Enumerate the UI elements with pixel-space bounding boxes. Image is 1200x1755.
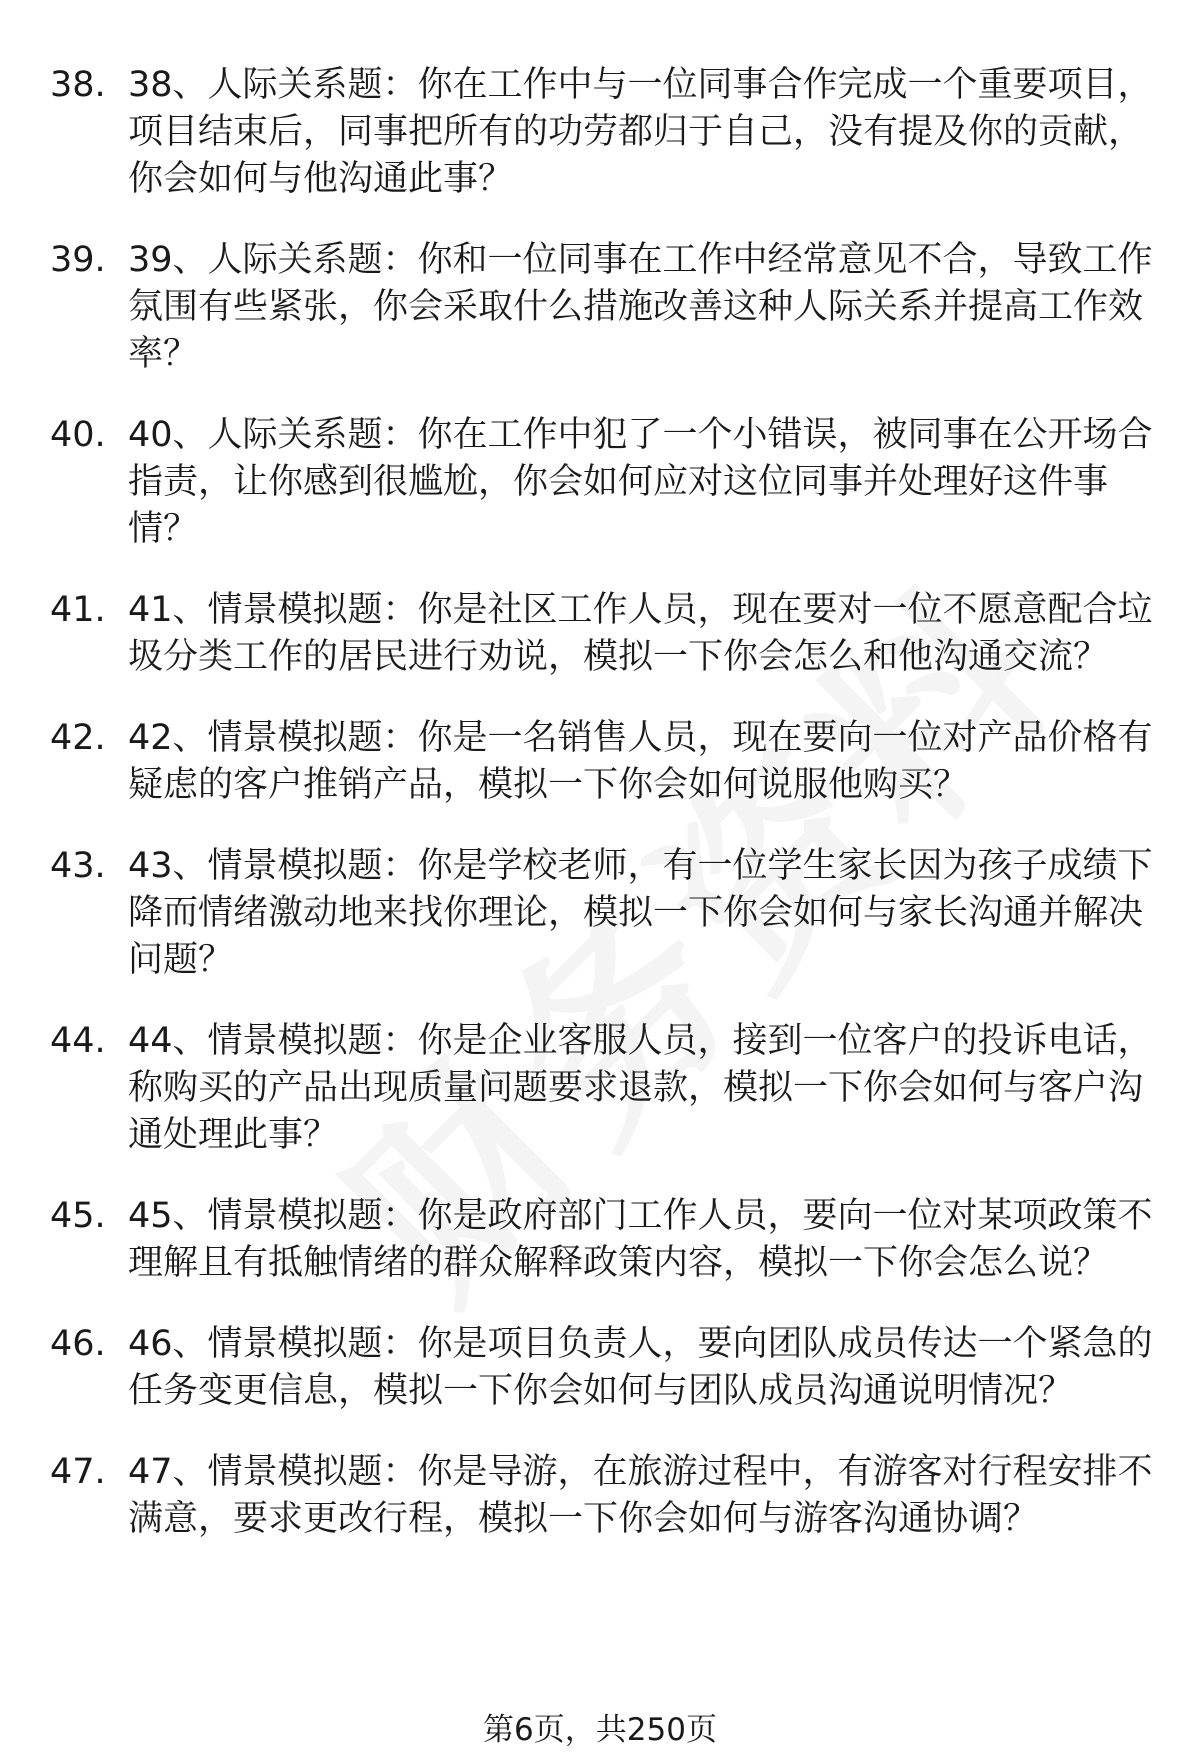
question-number: 38. <box>50 65 106 105</box>
question-number: 44. <box>50 1021 106 1061</box>
question-text: 42、情景模拟题：你是一名销售人员，现在要向一位对产品价格有疑虑的客户推销产品，模拟一下你会如何说服他购买？ <box>128 718 1153 805</box>
question-item <box>0 715 1200 809</box>
page-number-label: 第6页，共250页 <box>483 1712 717 1748</box>
question-item <box>0 62 1200 203</box>
question-number: 45. <box>50 1196 106 1236</box>
page-footer <box>0 1710 1200 1750</box>
question-text: 47、情景模拟题：你是导游，在旅游过程中，有游客对行程安排不满意，要求更改行程，模拟一下你会如何与游客沟通协调？ <box>128 1452 1153 1539</box>
question-text: 39、人际关系题：你和一位同事在工作中经常意见不合，导致工作氛围有些紧张，你会采取什么措施改善这种人际关系并提高工作效率？ <box>128 240 1153 374</box>
question-item <box>0 1018 1200 1159</box>
question-text: 45、情景模拟题：你是政府部门工作人员，要向一位对某项政策不理解且有抵触情绪的群众解释政策内容，模拟一下你会怎么说？ <box>128 1196 1153 1283</box>
question-text: 38、人际关系题：你在工作中与一位同事合作完成一个重要项目，项目结束后，同事把所有的功劳都归于自己，没有提及你的贡献，你会如何与他沟通此事？ <box>128 65 1153 199</box>
question-item <box>0 1193 1200 1287</box>
question-item <box>0 843 1200 984</box>
question-number: 43. <box>50 846 106 886</box>
question-number: 47. <box>50 1452 106 1492</box>
question-number: 42. <box>50 718 106 758</box>
question-text: 46、情景模拟题：你是项目负责人，要向团队成员传达一个紧急的任务变更信息，模拟一下你会如何与团队成员沟通说明情况？ <box>128 1324 1153 1411</box>
question-number: 46. <box>50 1324 106 1364</box>
question-item <box>0 1449 1200 1543</box>
question-list <box>0 62 1200 1577</box>
question-number: 40. <box>50 415 106 455</box>
question-number: 41. <box>50 590 106 630</box>
question-item <box>0 412 1200 553</box>
question-item <box>0 1321 1200 1415</box>
question-text: 43、情景模拟题：你是学校老师，有一位学生家长因为孩子成绩下降而情绪激动地来找你理论，模拟一下你会如何与家长沟通并解决问题？ <box>128 846 1153 980</box>
question-item <box>0 237 1200 378</box>
question-item <box>0 587 1200 681</box>
question-text: 40、人际关系题：你在工作中犯了一个小错误，被同事在公开场合指责，让你感到很尴尬，你会如何应对这位同事并处理好这件事情？ <box>128 415 1153 549</box>
question-number: 39. <box>50 240 106 280</box>
question-text: 44、情景模拟题：你是企业客服人员，接到一位客户的投诉电话，称购买的产品出现质量问题要求退款，模拟一下你会如何与客户沟通处理此事？ <box>128 1021 1153 1155</box>
question-text: 41、情景模拟题：你是社区工作人员，现在要对一位不愿意配合垃圾分类工作的居民进行劝说，模拟一下你会怎么和他沟通交流？ <box>128 590 1153 677</box>
